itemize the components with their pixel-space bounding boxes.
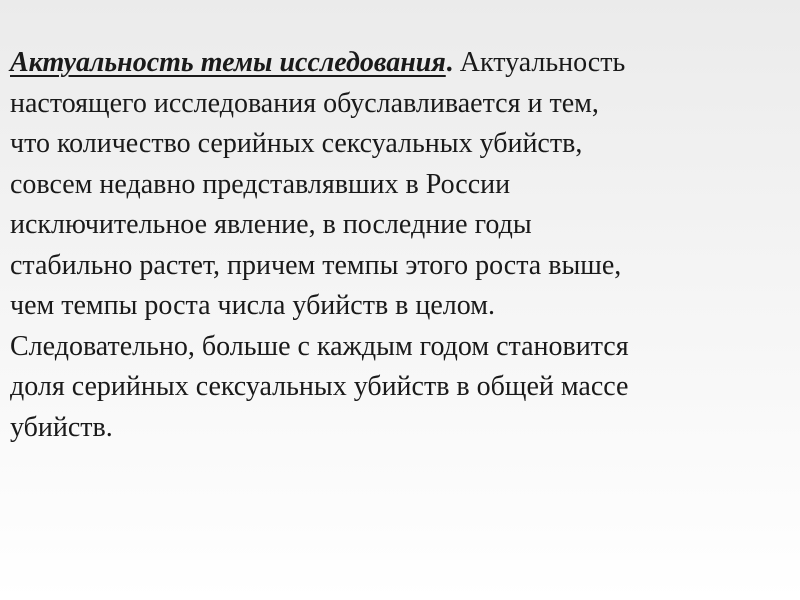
paragraph-line-2: настоящего исследования обуславливается и тем, <box>10 87 599 119</box>
section-heading: Актуальность темы исследования <box>10 47 446 78</box>
paragraph-line-3: что количество серийных сексуальных убийств, <box>10 128 583 159</box>
body-paragraph <box>10 43 798 448</box>
paragraph-line-4: совсем недавно представлявших в России <box>10 168 511 200</box>
paragraph-line-8: Следовательно, больше с каждым годом становится <box>10 330 629 362</box>
paragraph-line-9: доля серийных сексуальных убийств в общей массе <box>10 371 629 402</box>
heading-period: . <box>445 47 453 78</box>
paragraph-line-1 <box>10 43 798 84</box>
first-line-text: Актуальность <box>452 47 626 78</box>
paragraph-line-7: чем темпы роста числа убийств в целом. <box>10 290 495 321</box>
paragraph-line-10: убийств. <box>10 411 113 443</box>
paragraph-line-6: стабильно растет, причем темпы этого роста выше, <box>10 249 622 281</box>
paragraph-line-5: исключительное явление, в последние годы <box>10 209 532 240</box>
